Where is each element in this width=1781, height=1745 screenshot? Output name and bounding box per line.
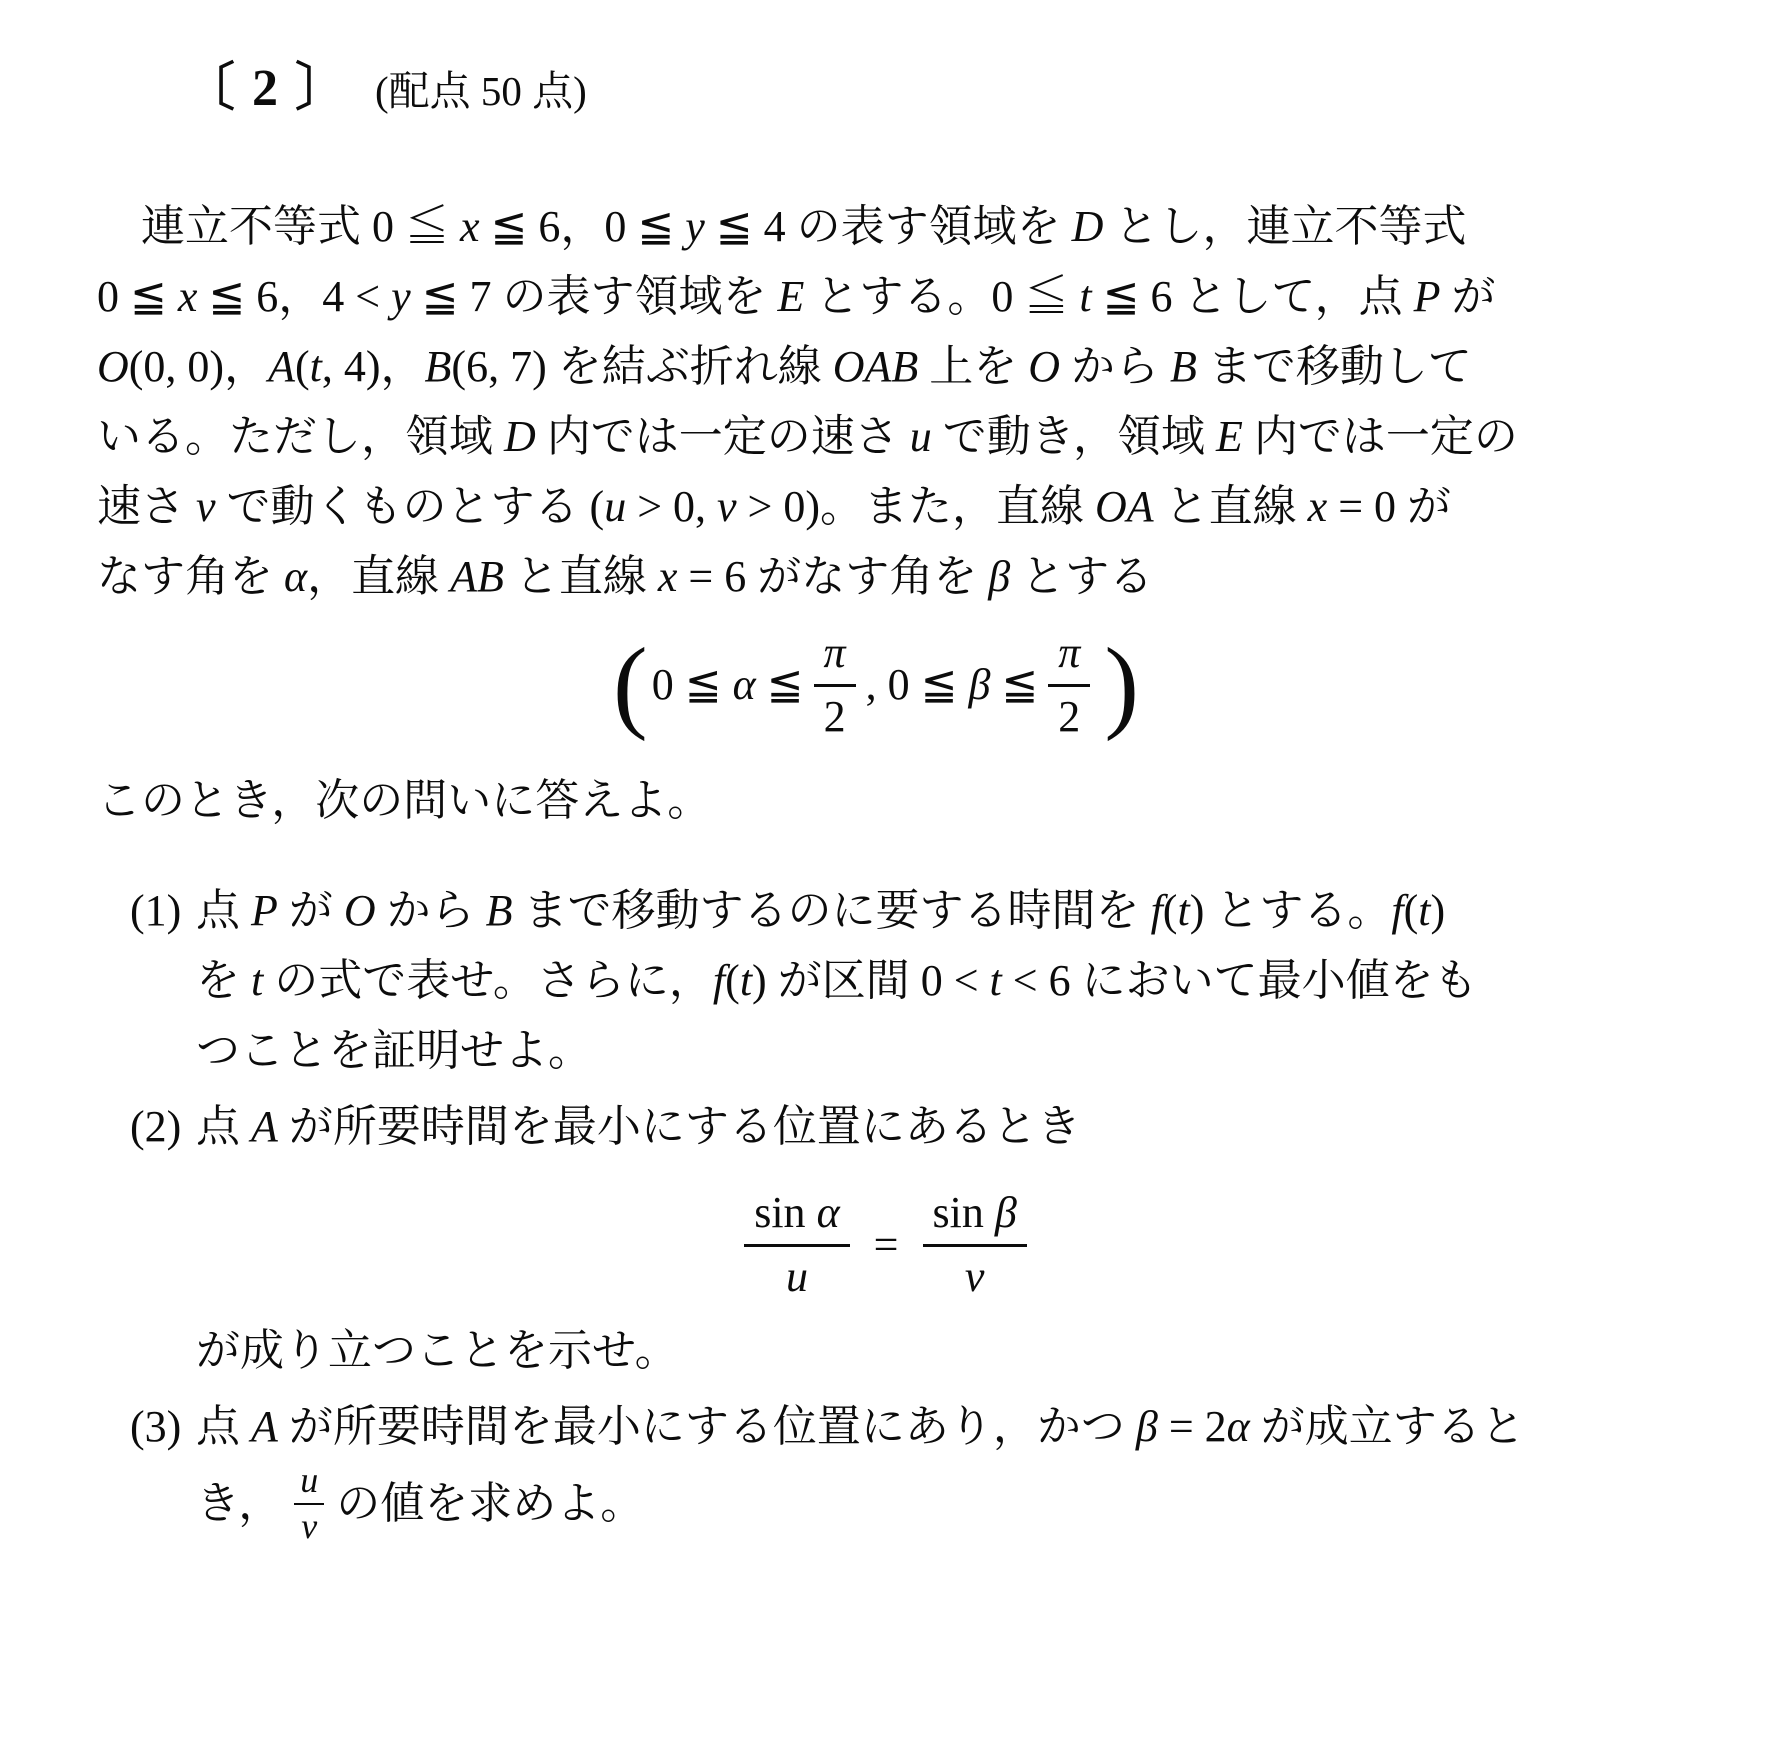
fraction-denominator: u (744, 1244, 849, 1303)
statement-line-4: いる。ただし，領域 D 内では一定の速さ u で動き，領域 E 内では一定の (97, 412, 1518, 461)
question-1-line-3: つことを証明せよ。 (196, 1026, 592, 1076)
question-3-line-1: 点 A が所要時間を最小にする位置にあり，かつ β = 2α が成立すると (196, 1402, 1525, 1452)
statement-line-5: 速さ v で動くものとする (u > 0, v > 0)。また，直線 OA と直線 x = 0 が (97, 482, 1452, 531)
fraction-numerator: u (300, 1460, 319, 1501)
equals-sign: = (873, 1219, 899, 1269)
sin-function: sin (932, 1188, 995, 1238)
problem-statement (97, 192, 1695, 612)
fraction-sin-beta-over-v (923, 1188, 1027, 1302)
question-3-label: (3) (130, 1402, 182, 1452)
statement-line-1: 連立不等式 0 ≦ x ≦ 6，0 ≦ y ≦ 4 の表す領域を D とし，連立不等式 (141, 202, 1467, 251)
angle-range-alpha: 0 ≦ α ≦ (651, 659, 804, 709)
statement-line-3: O(0, 0)，A(t, 4)，B(6, 7) を結ぶ折れ線 OAB 上を O から B まで移動して (97, 342, 1472, 391)
sin-function: sin (754, 1188, 817, 1238)
fraction-numerator: π (1058, 628, 1081, 677)
question-3-body (196, 1392, 1695, 1546)
lead-out-sentence: このとき，次の問いに答えよ。 (97, 776, 712, 826)
fraction-denominator: 2 (814, 684, 856, 743)
problem-number: 〔 2 〕 (183, 60, 350, 117)
fraction-numerator (923, 1188, 1027, 1244)
question-2-label: (2) (130, 1102, 182, 1152)
question-2-line-2: が成り立つことを示せ。 (196, 1326, 679, 1376)
alpha-variable: α (816, 1188, 840, 1238)
fraction-numerator (744, 1188, 849, 1244)
beta-variable: β (994, 1188, 1017, 1238)
question-2 (130, 1092, 1695, 1386)
question-3-line-2 (196, 1462, 1695, 1546)
question-3-line-2-post: の値を求めよ。 (336, 1479, 645, 1529)
fraction-pi-over-2-first (814, 628, 856, 742)
angle-range-formula: ( 0 ≦ α ≦ $\frac{\pi}{2}$ , 0 ≦ β ≦ $\frac{\pi}{2}$ ) (613, 627, 1139, 743)
question-1 (130, 876, 1695, 1086)
question-1-line-2: を t の式で表せ。さらに，f(t) が区間 0 < t < 6 において最小値をも (196, 956, 1478, 1006)
fraction-numerator: π (823, 628, 846, 677)
question-3 (130, 1392, 1695, 1546)
question-1-line-1: 点 P が O から B まで移動するのに要する時間を f(t) とする。f(t) (196, 886, 1446, 936)
points-note: (配点 50 点) (375, 68, 587, 114)
question-1-body (196, 876, 1695, 1086)
question-1-label: (1) (130, 886, 182, 936)
fraction-denominator: v (923, 1244, 1027, 1303)
question-3-line-2-pre: き， (196, 1479, 283, 1529)
fraction-denominator: v (294, 1503, 324, 1546)
fraction-u-over-v (294, 1462, 324, 1546)
fraction-sin-alpha-over-u (744, 1188, 849, 1302)
statement-line-2: 0 ≦ x ≦ 6，4 < y ≦ 7 の表す領域を E とする。0 ≦ t ≦ 6 として，点 P が (97, 272, 1496, 321)
question-2-line-1: 点 A が所要時間を最小にする位置にあるとき (196, 1102, 1081, 1152)
sine-ratio-formula (196, 1188, 1575, 1302)
fraction-pi-over-2-second (1048, 628, 1090, 742)
statement-line-6: なす角を α，直線 AB と直線 x = 6 がなす角を β とする (97, 552, 1154, 601)
fraction-denominator: 2 (1048, 684, 1090, 743)
problem-header (183, 54, 1695, 126)
question-2-body (196, 1092, 1695, 1386)
angle-range-beta: , 0 ≦ β ≦ (865, 659, 1039, 709)
